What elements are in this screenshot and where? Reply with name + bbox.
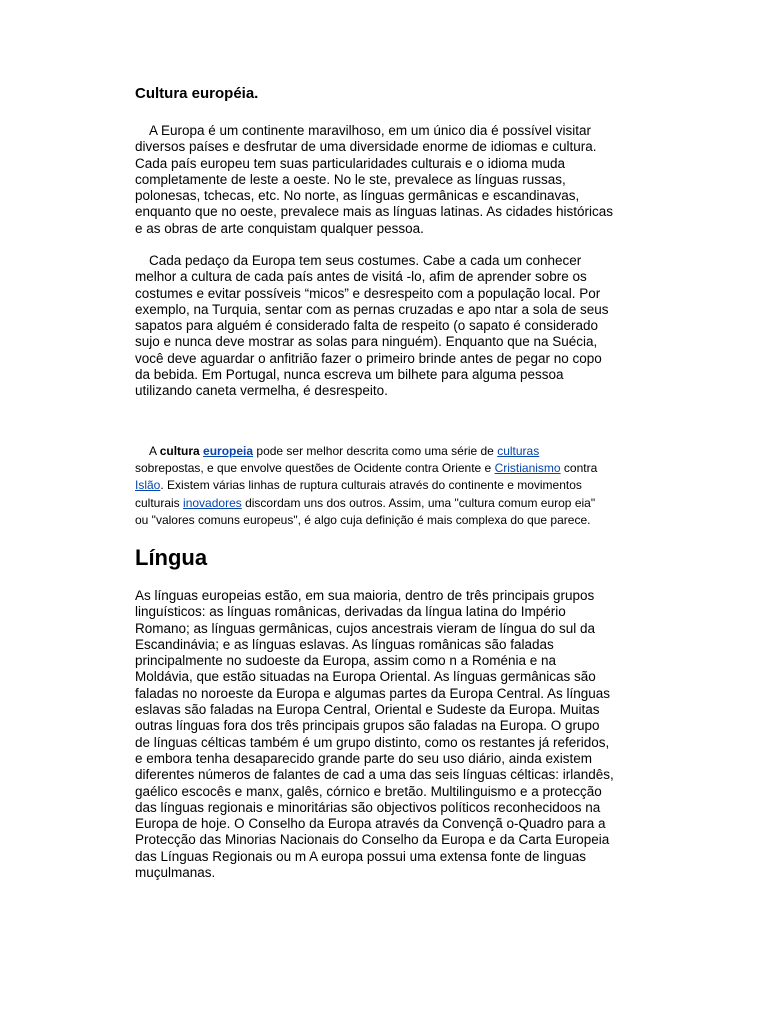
text-line: Moldávia, que estão situadas na Europa Oriental. As línguas germânicas são	[135, 669, 596, 685]
heading-lingua: Língua	[135, 545, 208, 570]
paragraph-european-culture	[135, 443, 625, 529]
link-cristianismo[interactable]: Cristianismo	[494, 461, 561, 476]
text-line: Cada pedaço da Europa tem seus costumes. Cabe a cada um conhecer	[149, 253, 582, 268]
text-line: você deve aguardar o anfitrião fazer o primeiro brinde antes de pegar no copo	[135, 350, 602, 366]
text-line: eslavas são faladas na Europa Central, Oriental e Sudeste da Europa. Muitas	[135, 702, 600, 718]
document-title: Cultura européia.	[135, 85, 259, 102]
text-line: costumes e evitar possíveis “micos” e desrespeito com a população local. Por	[135, 285, 601, 301]
text-line: de línguas célticas também é um grupo distinto, como os restantes já referidos,	[135, 734, 610, 750]
text-line: A cultura europeia pode ser melhor descrita como uma série de culturas	[149, 444, 540, 458]
text-line: linguísticos: as línguas românicas, derivadas da língua latina do Império	[135, 604, 566, 620]
text-line: sujo e nunca deve mostrar as solas para ninguém). Enquanto que na Suécia,	[135, 334, 598, 350]
text-line: melhor a cultura de cada país antes de visitá -lo, afim de aprender sobre os	[135, 269, 587, 285]
text-line: Cada país europeu tem suas particularidades culturais e o idioma muda	[135, 155, 565, 171]
text-line: completamente de leste a oeste. No le ste, prevalece as línguas russas,	[135, 171, 566, 187]
text-line: e as obras de arte conquistam qualquer pessoa.	[135, 220, 424, 236]
text-line: das línguas regionais e minoritárias são objectivos políticos reconhecidoos na	[135, 799, 601, 815]
text-line: diferentes números de falantes de cad a uma das seis línguas célticas: irlandês,	[135, 767, 614, 783]
text-line: As línguas europeias estão, em sua maioria, dentro de três principais grupos	[135, 588, 595, 603]
text-line: principalmente no sudoeste da Europa, assim como n a Roménia e na	[135, 653, 556, 669]
link-culturas[interactable]: culturas	[497, 444, 540, 458]
bold-term: cultura	[159, 444, 200, 458]
text-line: enquanto que no oeste, prevalece mais as línguas latinas. As cidades históricas	[135, 204, 614, 220]
paragraph-languages	[135, 588, 625, 881]
link-inovadores[interactable]: inovadores	[183, 495, 242, 510]
text-line: A Europa é um continente maravilhoso, em um único dia é possível visitar	[149, 123, 591, 138]
text-line: culturais inovadores discordam uns dos outros. Assim, uma "cultura comum europ eia"	[135, 495, 596, 510]
paragraph-customs	[135, 253, 625, 400]
text-line: utilizando caneta vermelha, é desrespeito.	[135, 383, 388, 399]
text-line: polonesas, tchecas, etc. No norte, as línguas germânicas e escandinavas,	[135, 188, 580, 204]
text-line: sapatos para alguém é considerado falta de respeito (o sapato é considerado	[135, 318, 599, 334]
text-line: e embora tenha desaparecido grande parte do seu uso diário, ainda existem	[135, 750, 593, 766]
text-line: Escandinávia; e as línguas eslavas. As línguas românicas são faladas	[135, 636, 554, 652]
text-line: Romano; as línguas germânicas, cujos ancestrais vieram de língua do sul da	[135, 620, 595, 636]
text-line: muçulmanas.	[135, 865, 216, 881]
text-line: outras línguas fora dos três principais grupos são faladas na Europa. O grupo	[135, 718, 600, 734]
text-line: diversos países e desfrutar de uma diversidade enorme de idiomas e cultura.	[135, 139, 597, 155]
text-line: Islão. Existem várias linhas de ruptura culturais através do continente e movimentos	[135, 478, 582, 493]
link-islao[interactable]: Islão	[135, 478, 161, 493]
link-europeia[interactable]: europeia	[203, 444, 254, 458]
text-line: sobrepostas, e que envolve questões de Ocidente contra Oriente e Cristianismo contra	[135, 461, 598, 476]
text-line: exemplo, na Turquia, sentar com as pernas cruzadas e apo ntar a sola de seus	[135, 301, 609, 317]
text-line: das Línguas Regionais ou m A europa possui uma extensa fonte de linguas	[135, 848, 587, 864]
text-line: faladas no noroeste da Europa e algumas partes da Europa Central. As línguas	[135, 685, 611, 701]
text-line: ou "valores comuns europeus", é algo cuja definição é mais complexa do que parece.	[135, 512, 591, 527]
text-line: da bebida. Em Portugal, nunca escreva um bilhete para alguma pessoa	[135, 367, 564, 383]
text-line: gaélico escocês e manx, galês, córnico e bretão. Multilinguismo e a protecção	[135, 783, 602, 799]
paragraph-europe-intro	[135, 123, 625, 237]
text-line: Protecção das Minorias Nacionais do Conselho da Europa e da Carta Europeia	[135, 832, 610, 848]
text-line: Europa de hoje. O Conselho da Europa através da Convençã o-Quadro para a	[135, 816, 606, 832]
